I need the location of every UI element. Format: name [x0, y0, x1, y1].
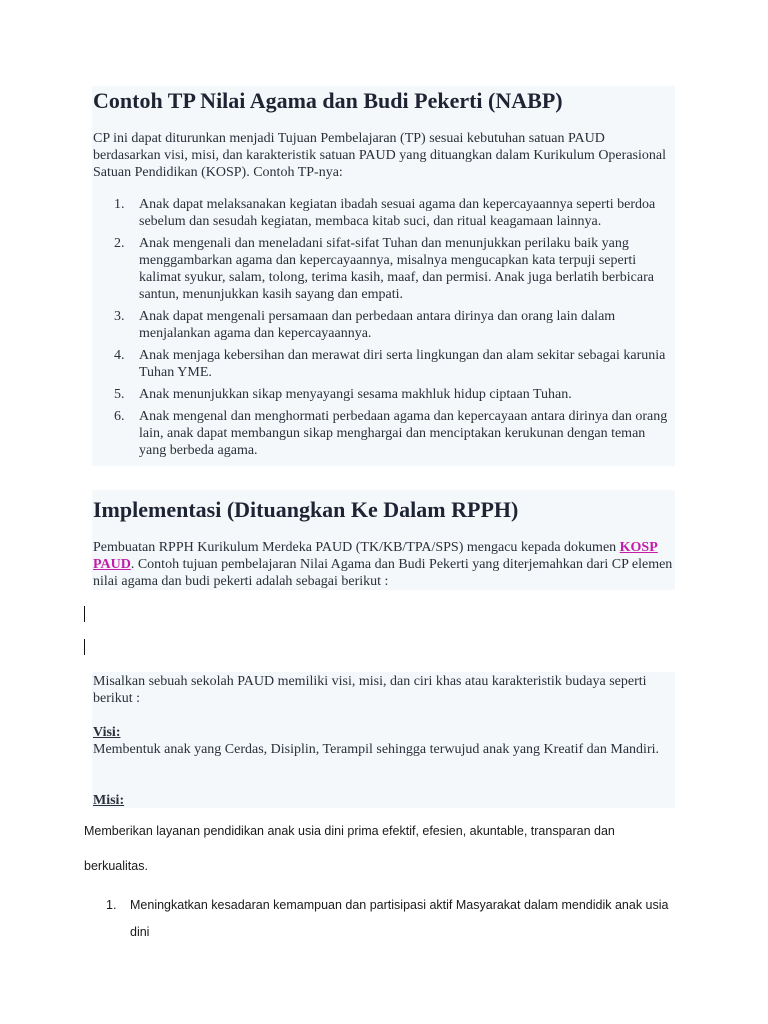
list-item-text: Anak dapat mengenali persamaan dan perbedaan antara dirinya dan orang lain dalam menjalankan agama dan kepercayaannya.: [139, 309, 616, 341]
list-item-text: Anak menjaga kebersihan dan merawat diri serta lingkungan dan alam sekitar sebagai karunia Tuhan YME.: [139, 348, 666, 380]
list-item-text: Anak dapat melaksanakan kegiatan ibadah sesuai agama dan kepercayaannya seperti berdoa sebelum dan sesudah kegiatan, membaca kitab suci, dan ritual keagamaan lainnya.: [139, 197, 656, 229]
misi-text-line: Memberikan layanan pendidikan anak usia dini prima efektif, efesien, akuntable, transparan dan: [84, 824, 615, 838]
tp-list-item: [93, 347, 673, 381]
implementasi-paragraph: [93, 539, 673, 590]
misi-list-item: [84, 892, 684, 946]
tp-list-item: [93, 308, 673, 342]
list-item-text: Anak menunjukkan sikap menyayangi sesama makhluk hidup ciptaan Tuhan.: [139, 387, 572, 402]
tp-section-title: Contoh TP Nilai Agama dan Budi Pekerti (NABP): [93, 88, 563, 113]
list-number: 1.: [106, 898, 117, 912]
list-number: 1.: [114, 197, 125, 212]
tp-list-item: [93, 386, 673, 403]
implementasi-text-after-link: . Contoh tujuan pembelajaran Nilai Agama dan Budi Pekerti yang diterjemahkan dari CP elemen nilai agama dan budi pekerti adalah sebagai berikut :: [93, 557, 673, 589]
implementasi-section-title: Implementasi (Dituangkan Ke Dalam RPPH): [93, 497, 519, 522]
list-number: 4.: [114, 348, 125, 363]
tp-list-item: [93, 196, 673, 230]
misi-list: [84, 892, 684, 946]
tp-list-item: [93, 235, 673, 303]
visi-misi-intro: Misalkan sebuah sekolah PAUD memiliki visi, misi, dan ciri khas atau karakteristik budaya seperti berikut :: [93, 674, 647, 706]
list-number: 6.: [114, 409, 125, 424]
misi-text-line: berkualitas.: [84, 859, 148, 873]
list-item-text: Anak mengenali dan meneladani sifat-sifat Tuhan dan menunjukkan perilaku baik yang menggambarkan agama dan kepercayaannya, misalnya mengucapkan kata terpuji seperti kalimat syukur, salam, tolong, terima kasih, maaf, dan permisi. Anak juga berlatih berbicara santun, menunjukkan kasih sayang dan empati.: [139, 236, 654, 302]
misi-label: Misi:: [93, 793, 125, 808]
visi-text: Membentuk anak yang Cerdas, Disiplin, Terampil sehingga terwujud anak yang Kreatif dan Mandiri.: [93, 742, 660, 757]
list-number: 3.: [114, 309, 125, 324]
text-cursor: [84, 606, 85, 622]
visi-label: Visi:: [93, 725, 121, 740]
kosp-paud-link[interactable]: KOSP PAUD: [93, 540, 658, 572]
list-number: 2.: [114, 236, 125, 251]
tp-list: [93, 196, 673, 464]
tp-intro-paragraph: CP ini dapat diturunkan menjadi Tujuan Pembelajaran (TP) sesuai kebutuhan satuan PAUD berdasarkan visi, misi, dan karakteristik satuan PAUD yang dituangkan dalam Kurikulum Operasional Satuan Pendidikan (KOSP). Contoh TP-nya:: [93, 131, 666, 180]
list-item-text: Anak mengenal dan menghormati perbedaan agama dan kepercayaan antara dirinya dan orang lain, anak dapat membangun sikap menghargai dan menciptakan kerukunan dengan teman yang berbeda agama.: [139, 409, 668, 458]
implementasi-text-before-link: Pembuatan RPPH Kurikulum Merdeka PAUD (TK/KB/TPA/SPS) mengacu kepada dokumen: [93, 540, 620, 555]
tp-list-item: [93, 408, 673, 459]
text-cursor: [84, 639, 85, 655]
list-number: 5.: [114, 387, 125, 402]
list-item-text: Meningkatkan kesadaran kemampuan dan partisipasi aktif Masyarakat dalam mendidik anak usia dini: [130, 898, 669, 939]
